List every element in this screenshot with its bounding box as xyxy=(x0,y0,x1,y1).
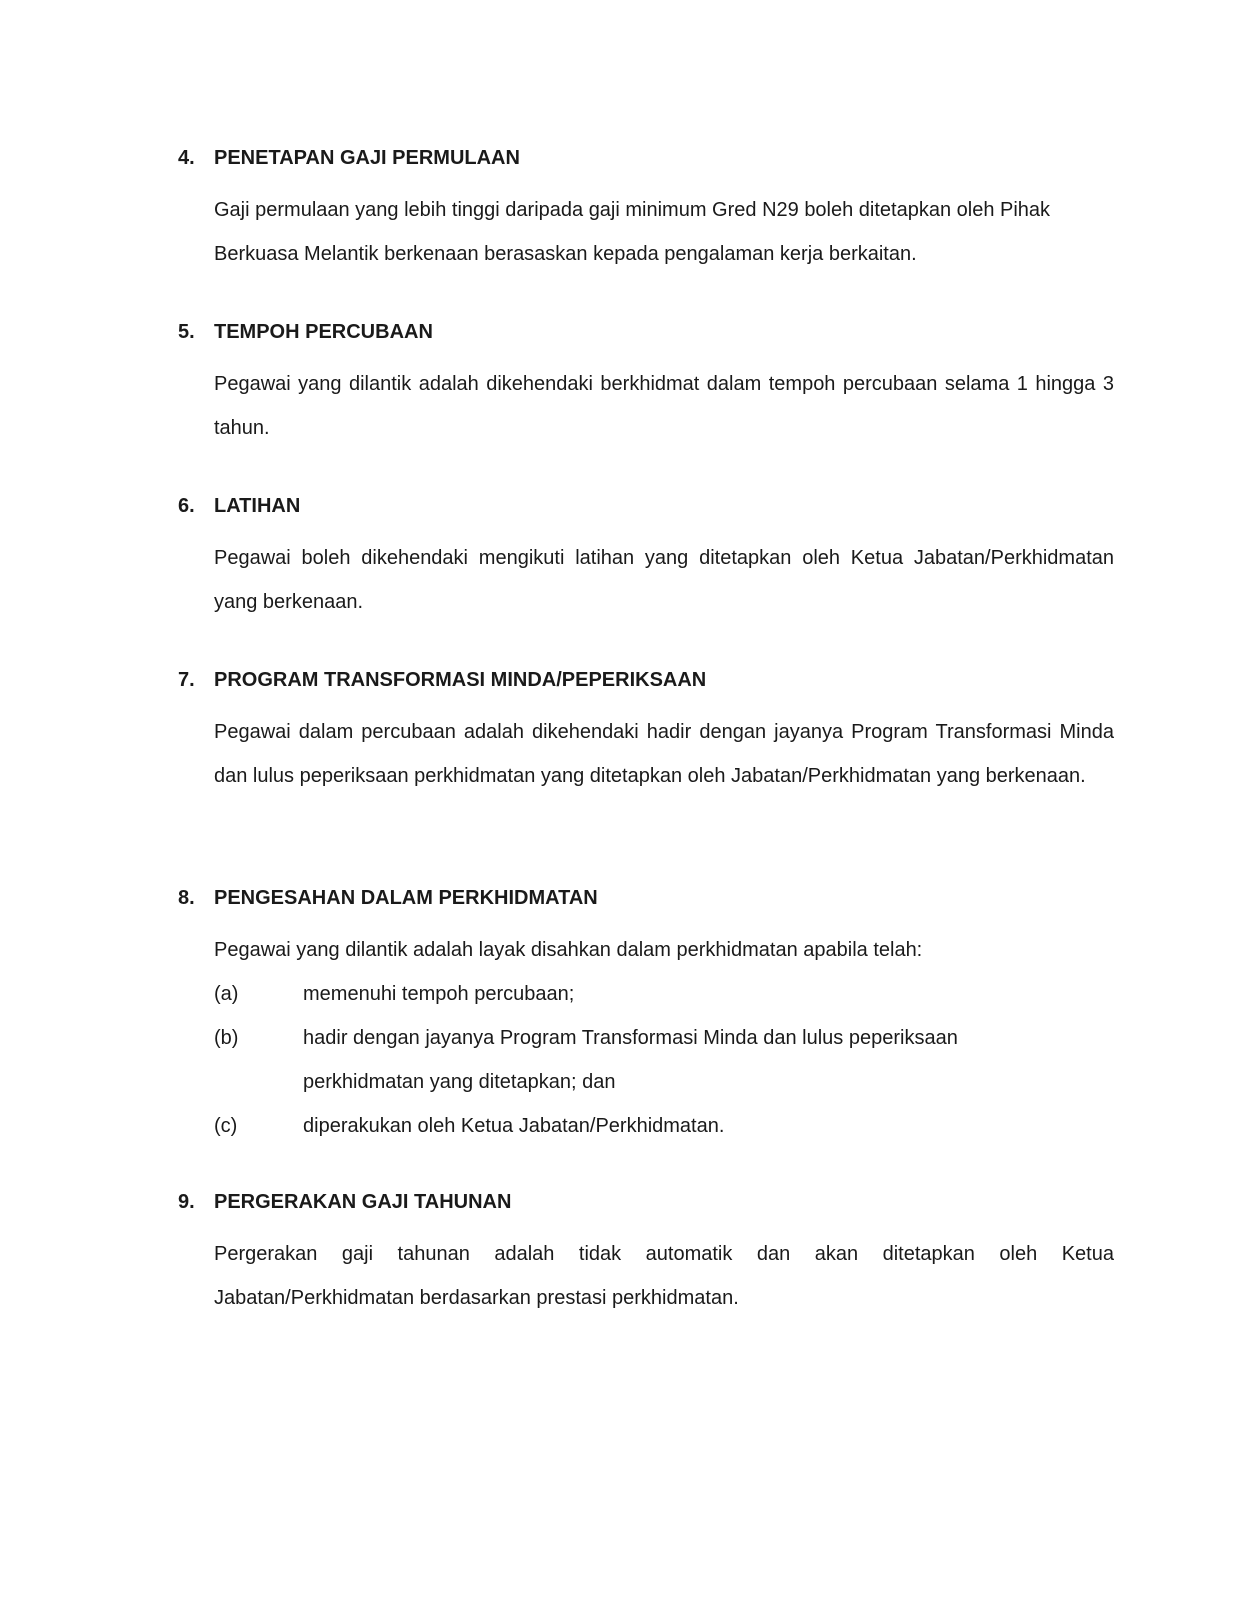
section-number: 6. xyxy=(178,495,195,517)
section-5 xyxy=(178,318,1116,450)
list-marker: (b) xyxy=(214,1027,239,1049)
section-body: Pegawai boleh dikehendaki mengikuti latihan yang ditetapkan oleh Ketua Jabatan/Perkhidmatan yang berkenaan. xyxy=(214,547,1114,613)
section-number: 9. xyxy=(178,1191,195,1213)
section-body: Pegawai yang dilantik adalah layak disahkan dalam perkhidmatan apabila telah: xyxy=(214,939,923,961)
list-text: memenuhi tempoh percubaan; xyxy=(303,983,575,1005)
section-title: LATIHAN xyxy=(214,495,301,517)
section-heading xyxy=(178,884,1116,912)
list-item xyxy=(214,1016,1114,1104)
list-item xyxy=(214,1104,1114,1148)
section-heading xyxy=(178,318,1116,346)
list-text: hadir dengan jayanya Program Transformasi Minda dan lulus peperiksaan perkhidmatan yang ditetapkan; dan xyxy=(303,1027,958,1093)
section-body: Pegawai dalam percubaan adalah dikehendaki hadir dengan jayanya Program Transformasi Minda dan lulus peperiksaan perkhidmatan yang ditetapkan oleh Jabatan/Perkhidmatan yang berkenaan. xyxy=(214,721,1114,787)
condition-list xyxy=(214,972,1114,1148)
section-body: Pegawai yang dilantik adalah dikehendaki berkhidmat dalam tempoh percubaan selama 1 hingga 3 tahun. xyxy=(214,373,1114,439)
section-4 xyxy=(178,144,1116,276)
section-number: 8. xyxy=(178,887,195,909)
section-title: PENGESAHAN DALAM PERKHIDMATAN xyxy=(214,887,598,909)
section-title: PENETAPAN GAJI PERMULAAN xyxy=(214,147,520,169)
list-marker: (c) xyxy=(214,1115,238,1137)
section-7 xyxy=(178,666,1116,798)
section-heading xyxy=(178,492,1116,520)
section-title: TEMPOH PERCUBAAN xyxy=(214,321,433,343)
list-text: diperakukan oleh Ketua Jabatan/Perkhidmatan. xyxy=(303,1115,725,1137)
section-number: 7. xyxy=(178,669,195,691)
section-9 xyxy=(178,1188,1116,1320)
section-heading xyxy=(178,1188,1116,1216)
list-item xyxy=(214,972,1114,1016)
section-number: 5. xyxy=(178,321,195,343)
section-body: Pergerakan gaji tahunan adalah tidak automatik dan akan ditetapkan oleh Ketua Jabatan/Perkhidmatan berdasarkan prestasi perkhidmatan. xyxy=(214,1243,1114,1309)
section-6 xyxy=(178,492,1116,624)
section-title: PROGRAM TRANSFORMASI MINDA/PEPERIKSAAN xyxy=(214,669,707,691)
list-marker: (a) xyxy=(214,983,239,1005)
section-heading xyxy=(178,144,1116,172)
section-number: 4. xyxy=(178,147,195,169)
section-8 xyxy=(178,884,1116,1148)
section-heading xyxy=(178,666,1116,694)
section-body: Gaji permulaan yang lebih tinggi daripada gaji minimum Gred N29 boleh ditetapkan oleh Pihak Berkuasa Melantik berkenaan berasaskan kepada pengalaman kerja berkaitan. xyxy=(214,199,1051,265)
section-title: PERGERAKAN GAJI TAHUNAN xyxy=(214,1191,512,1213)
